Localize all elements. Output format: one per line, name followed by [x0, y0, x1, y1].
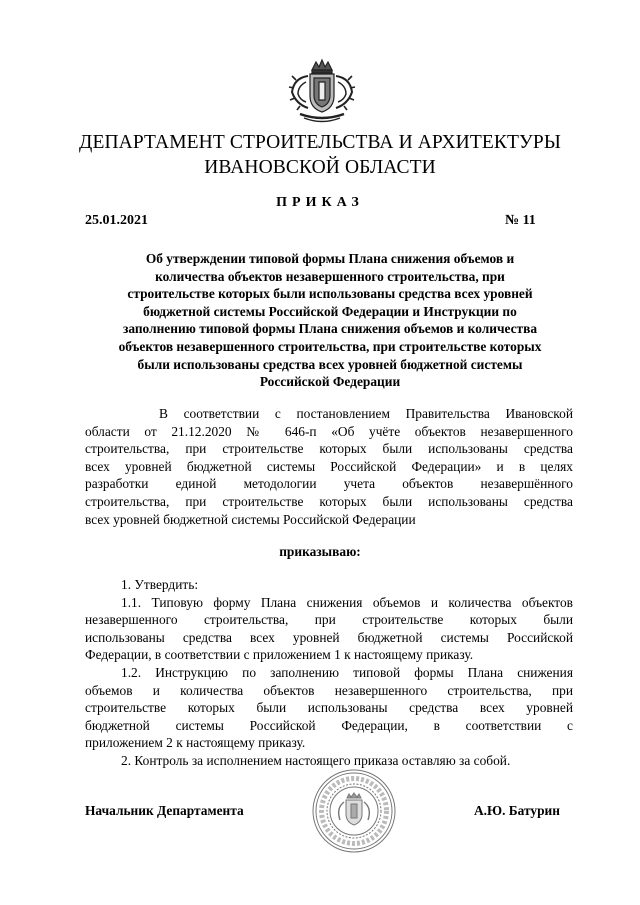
item-line: 1.2. Инструкцию по заполнению типовой формы Плана снижения — [121, 664, 573, 680]
item-line: 1. Утвердить: — [121, 577, 199, 592]
order-number: № 11 — [505, 213, 536, 228]
item-line: использованы средства всех уровней бюджетной системы Российской — [85, 629, 573, 645]
subject-line: заполнению типовой формы Плана снижения объемов и количества — [122, 321, 538, 337]
order-heading: ПРИКАЗ — [276, 195, 364, 210]
preamble-line: всех уровней бюджетной системы Российской Федерации — [85, 511, 416, 527]
subject-line: бюджетной системы Российской Федерации и Инструкции по — [143, 303, 517, 319]
order-date: 25.01.2021 — [85, 213, 148, 228]
preamble-line: разработки единой методологии учета объектов незавершённого — [85, 476, 573, 492]
preamble-line: строительства, при строительстве которых были использованы средства — [85, 441, 573, 457]
item-line: объемов и количества объектов незавершенного строительства, при — [85, 682, 573, 698]
signer-name: А.Ю. Батурин — [474, 803, 560, 818]
item-line: строительстве которых были использованы средства всех уровней — [85, 700, 573, 716]
subject-line: Об утверждении типовой формы Плана снижения объемов и — [145, 251, 515, 266]
subject-line: были использованы средства всех уровней бюджетной системы — [137, 356, 523, 372]
preamble-line: области от 21.12.2020 № 646-п «Об учёте объектов незавершенного — [85, 423, 573, 439]
subject-line: количества объектов незавершенного строительства, при — [155, 268, 505, 284]
item-line: 1.1. Типовую форму Плана снижения объемов и количества объектов — [121, 594, 573, 610]
item-line: 2. Контроль за исполнением настоящего приказа оставляю за собой. — [121, 752, 511, 768]
department-name — [60, 130, 580, 180]
item-line: приложением 2 к настоящему приказу. — [85, 735, 306, 751]
preamble-paragraph — [85, 405, 573, 528]
signer-role: Начальник Департамента — [85, 803, 244, 818]
preamble-line: всех уровней бюджетной системы Российской Федерации» и в целях — [85, 458, 573, 474]
subject-line: объектов незавершенного строительства, при строительстве которых — [118, 338, 542, 354]
department-name-line1: ДЕПАРТАМЕНТ СТРОИТЕЛЬСТВА И АРХИТЕКТУРЫ — [79, 132, 561, 153]
order-subject — [85, 250, 575, 391]
preamble-line: В соответствии с постановлением Правительства Ивановской — [159, 406, 573, 421]
subject-line: строительстве которых были использованы средства всех уровней — [127, 286, 533, 302]
official-seal-icon — [311, 768, 397, 854]
department-name-line2: ИВАНОВСКОЙ ОБЛАСТИ — [204, 157, 436, 178]
item-line: бюджетной системы Российской Федерации, в соответствии с — [85, 717, 573, 733]
subject-line: Российской Федерации — [259, 374, 401, 390]
order-items — [85, 576, 573, 770]
item-line: Федерации, в соответствии с приложением 1 к настоящему приказу. — [85, 647, 474, 663]
coat-of-arms-icon — [286, 58, 358, 126]
decree-word: приказываю: — [279, 544, 361, 559]
item-line: незавершенного строительства, при строительстве которых были — [85, 612, 573, 628]
preamble-line: строительства, при строительстве которых были использованы средства — [85, 493, 573, 509]
